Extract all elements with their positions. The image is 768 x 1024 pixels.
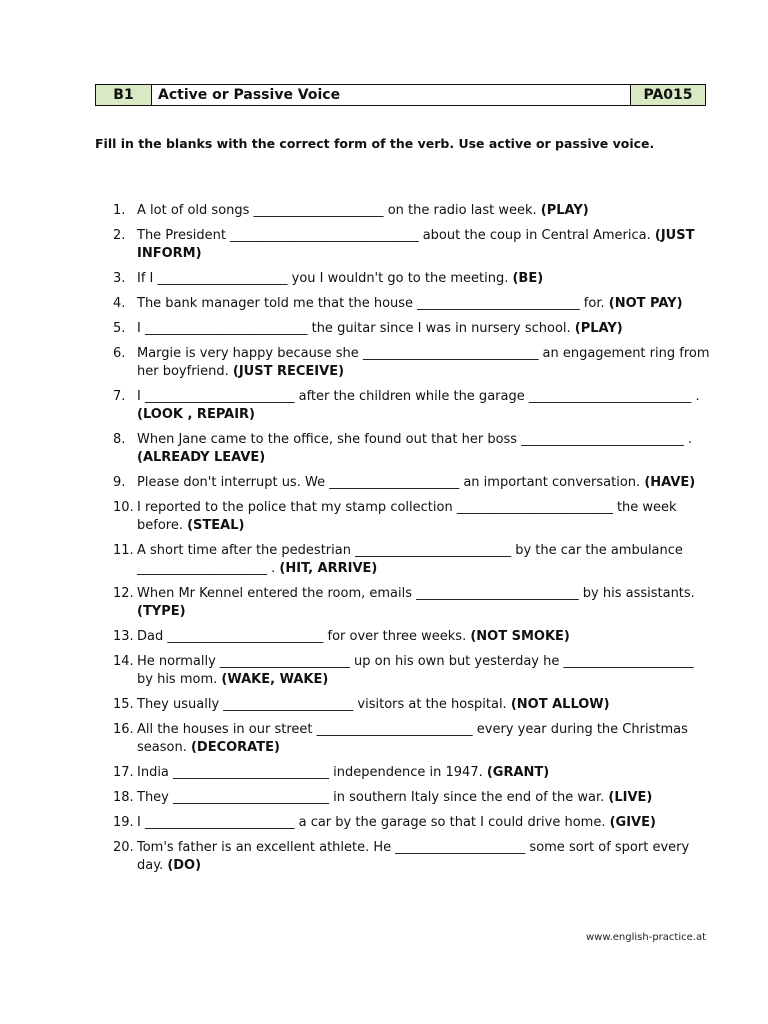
item-sentence: If I ____________________ you I wouldn't go to the meeting. (137, 271, 513, 286)
exercise-item (113, 789, 713, 807)
item-verb-hint: (PLAY) (574, 321, 623, 336)
exercise-item (113, 202, 713, 220)
item-number: 10. (113, 500, 134, 515)
item-verb-hint: (NOT ALLOW) (510, 697, 610, 712)
item-number: 2. (113, 228, 126, 243)
item-sentence: He normally ____________________ up on his own but yesterday he ____________________ by his mom. (137, 654, 694, 687)
item-text (137, 474, 713, 492)
item-verb-hint: (DECORATE) (190, 740, 280, 755)
item-number: 17. (113, 765, 134, 780)
item-sentence: A short time after the pedestrian ________________________ by the car the ambulance ____________________ . (137, 543, 683, 576)
exercise-item (113, 653, 713, 689)
item-text (137, 295, 713, 313)
level-badge: B1 (96, 85, 152, 105)
item-verb-hint: (WAKE, WAKE) (221, 672, 329, 687)
item-verb-hint: (STEAL) (187, 518, 245, 533)
item-number: 5. (113, 321, 126, 336)
item-text (137, 628, 713, 646)
item-text (137, 202, 713, 220)
item-sentence: A lot of old songs ____________________ on the radio last week. (137, 203, 541, 218)
item-text (137, 764, 713, 782)
item-number: 18. (113, 790, 134, 805)
item-text (137, 721, 713, 757)
item-sentence: I _______________________ after the children while the garage _________________________ . (137, 389, 700, 404)
item-sentence: When Mr Kennel entered the room, emails _________________________ by his assistants. (137, 586, 695, 601)
item-sentence: Please don't interrupt us. We ____________________ an important conversation. (137, 475, 645, 490)
exercise-item (113, 839, 713, 875)
exercise-list (113, 202, 713, 882)
item-number: 7. (113, 389, 126, 404)
exercise-item (113, 295, 713, 313)
item-number: 4. (113, 296, 126, 311)
item-verb-hint: (NOT PAY) (608, 296, 683, 311)
item-verb-hint: (TYPE) (137, 604, 186, 619)
exercise-item (113, 764, 713, 782)
exercise-item (113, 628, 713, 646)
item-verb-hint: (GRANT) (486, 765, 550, 780)
item-number: 6. (113, 346, 126, 361)
exercise-item (113, 270, 713, 288)
item-text (137, 585, 713, 621)
item-sentence: Margie is very happy because she ___________________________ an engagement ring from her boyfriend. (137, 346, 710, 379)
exercise-item (113, 585, 713, 621)
item-text (137, 270, 713, 288)
item-verb-hint: (JUST RECEIVE) (232, 364, 345, 379)
worksheet-title: Active or Passive Voice (152, 85, 630, 105)
item-sentence: I _________________________ the guitar since I was in nursery school. (137, 321, 575, 336)
footer-url: www.english-practice.at (585, 932, 706, 943)
item-sentence: All the houses in our street ________________________ every year during the Christmas season. (137, 722, 688, 755)
exercise-item (113, 499, 713, 535)
item-sentence: Tom's father is an excellent athlete. He ____________________ some sort of sport every day. (137, 840, 690, 873)
item-number: 14. (113, 654, 134, 669)
item-text (137, 542, 713, 578)
exercise-item (113, 431, 713, 467)
item-sentence: The President _____________________________ about the coup in Central America. (137, 228, 655, 243)
instruction-text: Fill in the blanks with the correct form of the verb. Use active or passive voice. (95, 136, 655, 151)
item-text (137, 814, 713, 832)
item-number: 9. (113, 475, 126, 490)
item-text (137, 320, 713, 338)
exercise-item (113, 814, 713, 832)
exercise-item (113, 345, 713, 381)
item-verb-hint: (ALREADY LEAVE) (137, 450, 266, 465)
item-verb-hint: (LOOK , REPAIR) (137, 407, 256, 422)
exercise-item (113, 696, 713, 714)
item-text (137, 431, 713, 467)
item-sentence: The bank manager told me that the house _________________________ for. (137, 296, 609, 311)
exercise-item (113, 474, 713, 492)
exercise-item (113, 721, 713, 757)
item-number: 16. (113, 722, 134, 737)
exercise-item (113, 320, 713, 338)
item-text (137, 499, 713, 535)
exercise-item (113, 542, 713, 578)
item-sentence: I reported to the police that my stamp collection ________________________ the week before. (137, 500, 677, 533)
item-number: 15. (113, 697, 134, 712)
item-verb-hint: (JUST INFORM) (137, 228, 695, 261)
item-text (137, 345, 713, 381)
item-verb-hint: (NOT SMOKE) (470, 629, 570, 644)
item-sentence: India ________________________ independence in 1947. (137, 765, 487, 780)
item-sentence: Dad ________________________ for over three weeks. (137, 629, 471, 644)
item-verb-hint: (BE) (512, 271, 544, 286)
item-number: 12. (113, 586, 134, 601)
item-sentence: I _______________________ a car by the garage so that I could drive home. (137, 815, 610, 830)
item-number: 8. (113, 432, 126, 447)
item-number: 1. (113, 203, 126, 218)
item-text (137, 696, 713, 714)
item-text (137, 789, 713, 807)
item-verb-hint: (DO) (167, 858, 202, 873)
item-text (137, 839, 713, 875)
item-sentence: When Jane came to the office, she found out that her boss _________________________ . (137, 432, 692, 447)
item-number: 3. (113, 271, 126, 286)
item-number: 11. (113, 543, 134, 558)
item-text (137, 653, 713, 689)
item-verb-hint: (GIVE) (609, 815, 656, 830)
worksheet-code: PA015 (630, 85, 705, 105)
exercise-item (113, 227, 713, 263)
exercise-item (113, 388, 713, 424)
item-verb-hint: (LIVE) (608, 790, 653, 805)
worksheet-header (95, 84, 706, 106)
item-number: 13. (113, 629, 134, 644)
item-sentence: They ________________________ in southern Italy since the end of the war. (137, 790, 609, 805)
item-text (137, 227, 713, 263)
item-number: 20. (113, 840, 134, 855)
item-sentence: They usually ____________________ visitors at the hospital. (137, 697, 511, 712)
item-text (137, 388, 713, 424)
item-verb-hint: (PLAY) (540, 203, 589, 218)
item-number: 19. (113, 815, 134, 830)
item-verb-hint: (HAVE) (644, 475, 696, 490)
item-verb-hint: (HIT, ARRIVE) (279, 561, 378, 576)
